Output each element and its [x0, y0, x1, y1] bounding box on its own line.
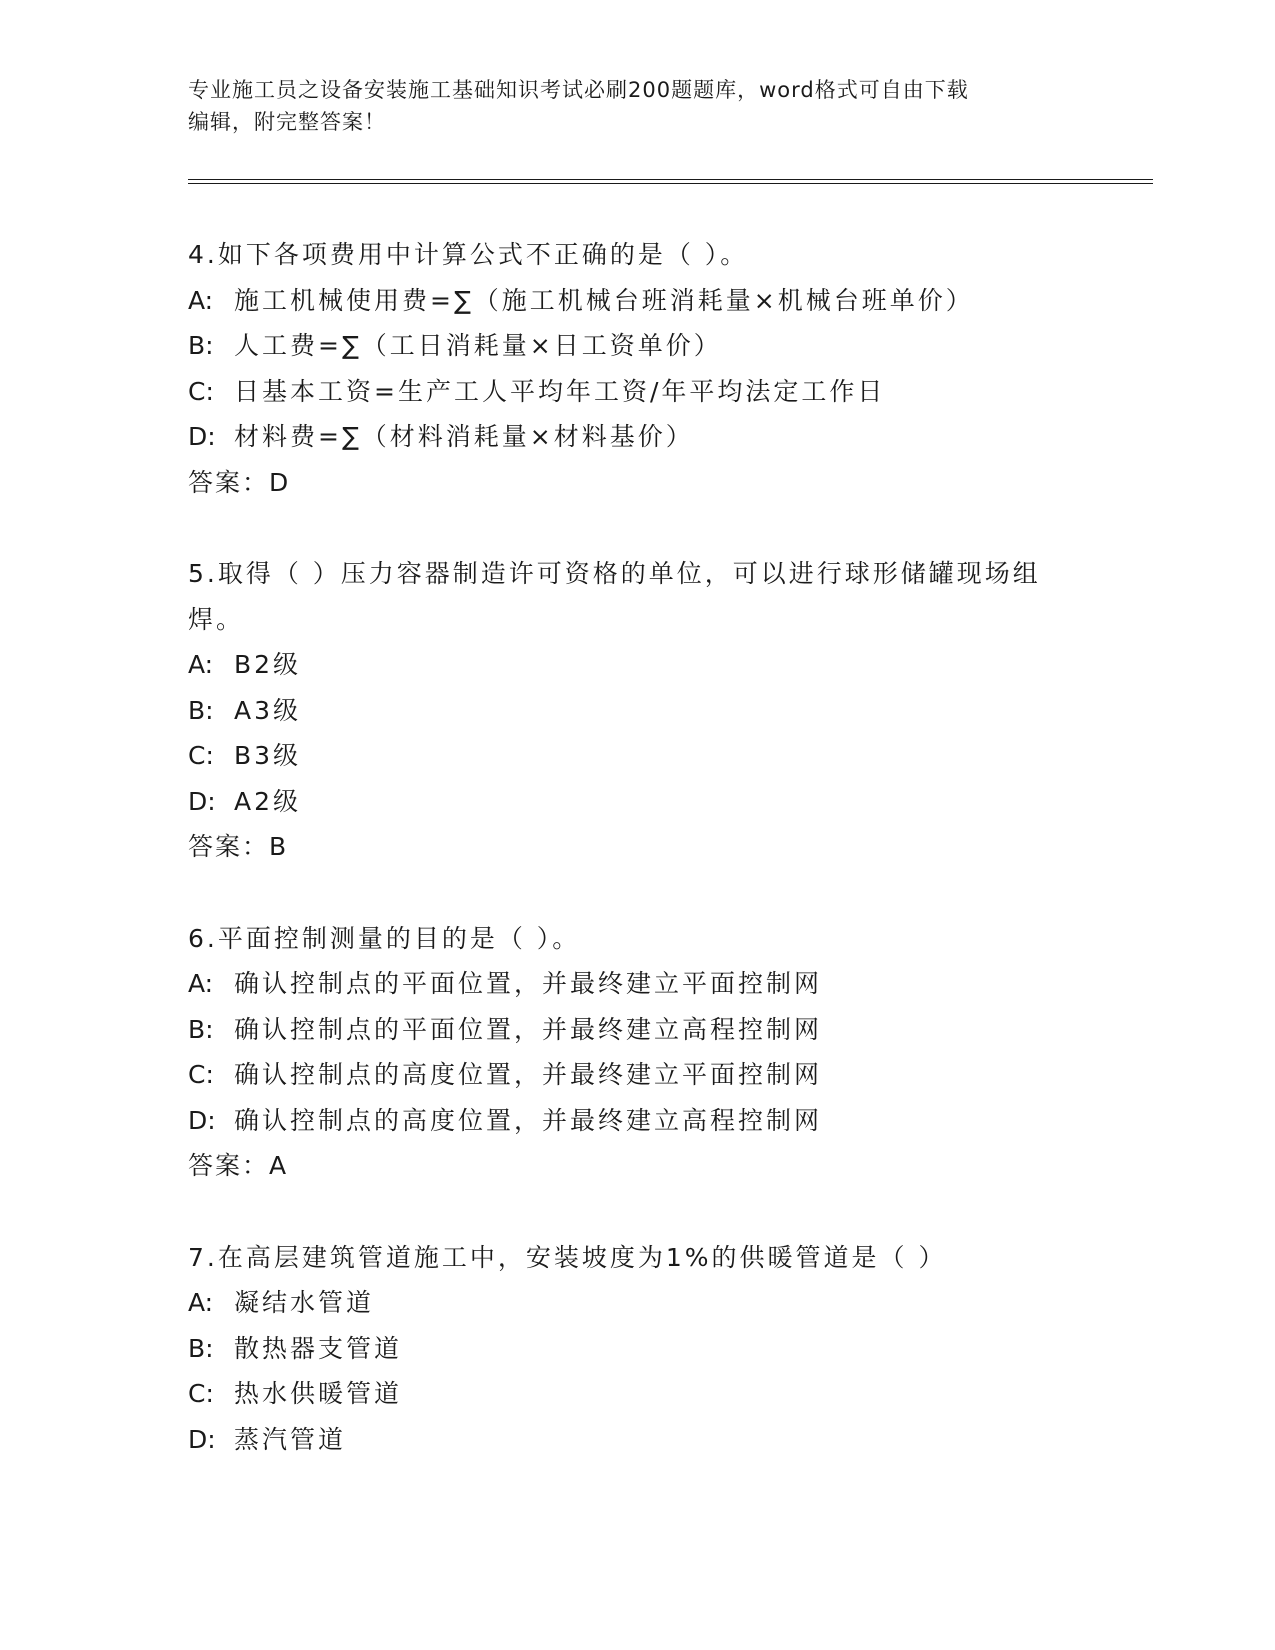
option-letter: A:	[188, 285, 214, 315]
option-c	[188, 733, 1088, 779]
option-text: 确认控制点的平面位置，并最终建立平面控制网	[234, 969, 823, 998]
option-c	[188, 1052, 1088, 1098]
option-letter: D:	[188, 1424, 216, 1454]
option-text: 凝结水管道	[234, 1288, 375, 1317]
option-a	[188, 642, 1088, 688]
option-text: B2级	[234, 650, 302, 679]
option-letter: B:	[188, 331, 214, 360]
option-letter: D:	[188, 1105, 216, 1135]
question-stem: 4.如下各项费用中计算公式不正确的是（ ）。	[188, 240, 749, 269]
option-text: 施工机械使用费=∑（施工机械台班消耗量×机械台班单价）	[234, 285, 974, 315]
option-letter: A:	[188, 650, 214, 679]
option-text: 蒸汽管道	[234, 1424, 347, 1454]
option-letter: D:	[188, 786, 216, 816]
option-a	[188, 278, 1088, 324]
option-letter: C:	[188, 741, 214, 770]
question-7	[188, 1235, 1088, 1463]
option-b	[188, 1326, 1088, 1372]
question-list	[188, 232, 1088, 1508]
answer-line: 答案：D	[188, 467, 291, 497]
answer-line: 答案：A	[188, 1151, 289, 1180]
option-text: B3级	[234, 741, 302, 770]
question-6	[188, 916, 1088, 1189]
option-letter: A:	[188, 1288, 214, 1317]
option-letter: D:	[188, 422, 216, 451]
option-letter: B:	[188, 695, 214, 725]
header-divider-bottom	[188, 183, 1153, 184]
option-text: 确认控制点的高度位置，并最终建立高程控制网	[234, 1105, 823, 1135]
header-divider-top	[188, 179, 1153, 180]
option-text: 材料费=∑（材料消耗量×材料基价）	[234, 422, 694, 451]
option-letter: C:	[188, 376, 214, 406]
option-c	[188, 369, 1088, 415]
option-c	[188, 1371, 1088, 1417]
document-header	[188, 74, 1088, 138]
option-text: 确认控制点的平面位置，并最终建立高程控制网	[234, 1014, 823, 1044]
option-text: 日基本工资=生产工人平均年工资/年平均法定工作日	[234, 376, 886, 406]
option-text: 确认控制点的高度位置，并最终建立平面控制网	[234, 1060, 823, 1089]
option-d	[188, 1098, 1088, 1144]
question-stem: 7.在高层建筑管道施工中，安装坡度为1%的供暖管道是（ ）	[188, 1242, 947, 1272]
option-a	[188, 1280, 1088, 1326]
option-letter: C:	[188, 1379, 214, 1408]
option-text: 热水供暖管道	[234, 1379, 403, 1408]
option-text: A3级	[234, 695, 302, 725]
option-d	[188, 1417, 1088, 1463]
header-title-line-2: 编辑，附完整答案！	[188, 110, 386, 134]
option-b	[188, 1007, 1088, 1053]
option-a	[188, 961, 1088, 1007]
option-d	[188, 414, 1088, 460]
question-5	[188, 551, 1088, 870]
option-letter: C:	[188, 1060, 214, 1089]
option-letter: B:	[188, 1014, 214, 1044]
question-4	[188, 232, 1088, 505]
option-d	[188, 779, 1088, 825]
option-text: 散热器支管道	[234, 1333, 403, 1363]
option-letter: B:	[188, 1333, 214, 1363]
option-text: A2级	[234, 786, 302, 816]
question-stem: 6.平面控制测量的目的是（ ）。	[188, 923, 581, 953]
option-b	[188, 323, 1088, 369]
option-letter: A:	[188, 969, 214, 998]
header-title-line-1: 专业施工员之设备安装施工基础知识考试必刷200题题库，word格式可自由下载	[188, 78, 969, 102]
answer-line: 答案：B	[188, 832, 289, 861]
option-text: 人工费=∑（工日消耗量×日工资单价）	[234, 331, 722, 360]
option-b	[188, 688, 1088, 734]
question-stem: 5.取得（ ）压力容器制造许可资格的单位，可以进行球形储罐现场组焊。	[188, 559, 1041, 634]
